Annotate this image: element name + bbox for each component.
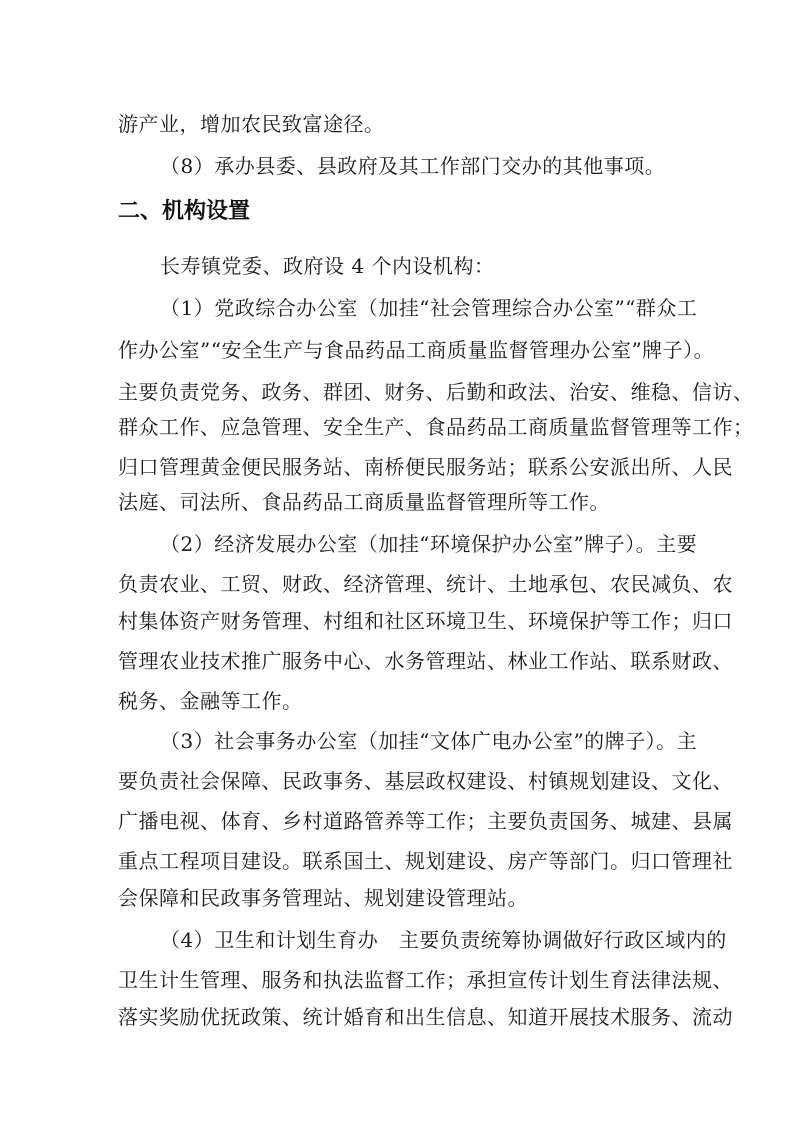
paragraph-line: （2）经济发展办公室（加挂“环境保护办公室”牌子）。主要 — [160, 532, 698, 556]
paragraph-line: （3）社会事务办公室（加挂“文体广电办公室”的牌子）。主 — [160, 729, 698, 753]
paragraph-line: （4）卫生和计划生育办 主要负责统筹协调做好行政区域内的 — [160, 928, 727, 952]
paragraph-line: 作办公室”“安全生产与食品药品工商质量监督管理办公室”牌子）。 — [118, 338, 715, 362]
paragraph-line: 群众工作、应急管理、安全生产、食品药品工商质量监督管理等工作； — [118, 415, 754, 439]
paragraph-line: 管理农业技术推广服务中心、水务管理站、林业工作站、联系财政、 — [118, 649, 733, 673]
paragraph-line: 游产业，增加农民致富途径。 — [118, 112, 385, 136]
paragraph-line: 要负责社会保障、民政事务、基层政权建设、村镇规划建设、文化、 — [118, 769, 733, 793]
paragraph-line: 负责农业、工贸、财政、经济管理、统计、土地承包、农民减负、农 — [118, 572, 733, 596]
paragraph-line: 归口管理黄金便民服务站、南桥便民服务站；联系公安派出所、人民 — [118, 455, 733, 479]
paragraph-line: 会保障和民政事务管理站、规划建设管理站。 — [118, 886, 528, 910]
paragraph-line: 村集体资产财务管理、村组和社区环境卫生、环境保护等工作；归口 — [118, 609, 733, 633]
paragraph-line: 长寿镇党委、政府设 4 个内设机构： — [160, 254, 495, 278]
paragraph-line: 落实奖励优抚政策、统计婚育和出生信息、知道开展技术服务、流动 — [118, 1005, 733, 1029]
paragraph-line: （1）党政综合办公室（加挂“社会管理综合办公室”“群众工 — [160, 296, 698, 320]
paragraph-line: 卫生计生管理、服务和执法监督工作；承担宣传计划生育法律法规、 — [118, 968, 733, 992]
paragraph-line: 广播电视、体育、乡村道路管养等工作；主要负责国务、城建、县属 — [118, 809, 733, 833]
paragraph-line: 税务、金融等工作。 — [118, 689, 303, 713]
paragraph-line: 重点工程项目建设。联系国土、规划建设、房产等部门。归口管理社 — [118, 849, 733, 873]
paragraph-line: （8）承办县委、县政府及其工作部门交办的其他事项。 — [160, 154, 666, 178]
section-heading: 二、机构设置 — [118, 199, 251, 224]
paragraph-line: 主要负责党务、政务、群团、财务、后勤和政法、治安、维稳、信访、 — [118, 380, 754, 404]
paragraph-line: 法庭、司法所、食品药品工商质量监督管理所等工作。 — [118, 490, 610, 514]
